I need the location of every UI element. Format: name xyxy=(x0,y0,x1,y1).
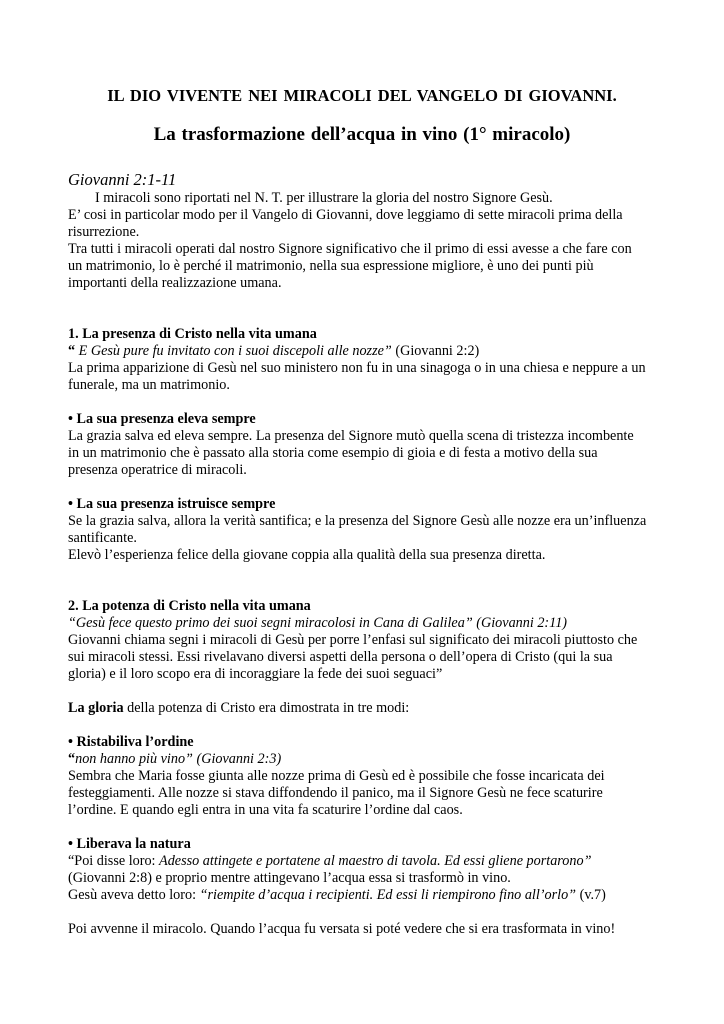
page-title: IL DIO VIVENTE NEI MIRACOLI DEL VANGELO DI GIOVANNI. xyxy=(107,86,617,105)
gloria-rest: della potenza di Cristo era dimostrata in tre modi: xyxy=(123,700,410,716)
page-subtitle: La trasformazione dell’acqua in vino (1° miracolo) xyxy=(153,124,571,145)
bullet-eleva-text: La grazia salva ed eleva sempre. La presenza del Signore mutò quella scena di tristezza incombente in un matrimonio che è passato alla storia come esempio di gioia e di festa a motivo della sua presenza operatrice di miracoli. xyxy=(68,428,634,478)
natura-line-1-quote: Adesso attingete e portatene al maestro di tavola. Ed essi gliene portarono” xyxy=(159,853,592,869)
bullet-istruisce-text-2: Elevò l’esperienza felice della giovane coppia alla qualità della sua presenza diretta. xyxy=(68,547,546,563)
bullet-eleva-heading: • La sua presenza eleva sempre xyxy=(68,411,256,427)
gloria-line xyxy=(68,700,648,717)
section-2-quote: “Gesù fece questo primo dei suoi segni miracolosi in Cana di Galilea” (Giovanni 2:11) xyxy=(68,615,568,631)
bullet-natura-heading: • Liberava la natura xyxy=(68,836,191,852)
document-body xyxy=(68,170,648,938)
intro-paragraph-3: Tra tutti i miracoli operati dal nostro Signore significativo che il primo di essi avesse a che fare con un matrimonio, lo è perché il matrimonio, nella sua espressione migliore, è uno dei punti più importanti della realizzazione umana. xyxy=(68,241,632,291)
scripture-reference: Giovanni 2:1-11 xyxy=(68,170,177,189)
natura-line-3-quote: “riempite d’acqua i recipienti. Ed essi li riempirono fino all’orlo” xyxy=(199,887,577,903)
section-1-heading: 1. La presenza di Cristo nella vita umana xyxy=(68,326,317,342)
intro-paragraph-2: E’ cosi in particolar modo per il Vangelo di Giovanni, dove leggiamo di sette miracoli prima della risurrezione. xyxy=(68,207,623,240)
bullet-ordine-quote: non hanno più vino” (Giovanni 2:3) xyxy=(75,751,282,767)
section-1-quote-line xyxy=(68,343,648,360)
natura-line-3-ref: (v.7) xyxy=(576,887,606,903)
bullet-ordine-heading: • Ristabiliva l’ordine xyxy=(68,734,194,750)
quote-open-mark: “ xyxy=(68,751,76,767)
final-paragraph: Poi avvenne il miracolo. Quando l’acqua fu versata si poté vedere che si era trasformata in vino! xyxy=(68,921,616,937)
bullet-istruisce-text-1: Se la grazia salva, allora la verità santifica; e la presenza del Signore Gesù alle nozze era un’influenza santificante. xyxy=(68,513,647,546)
bullet-natura-line-3 xyxy=(68,887,648,904)
bullet-ordine-text: Sembra che Maria fosse giunta alle nozze prima di Gesù ed è possibile che fosse incaricata dei festeggiamenti. Alle nozze si stava diffondendo il panico, ma il Signore Gesù ne fece scaturire l’ordine. E quando egli entra in una vita fa scaturire l’ordine dal caos. xyxy=(68,768,605,818)
bullet-natura-line-2: (Giovanni 2:8) e proprio mentre attingevano l’acqua essa si trasformò in vino. xyxy=(68,870,511,886)
bullet-natura-line-1 xyxy=(68,853,648,870)
section-1-quote: E Gesù pure fu invitato con i suoi discepoli alle nozze” xyxy=(78,343,392,359)
section-2-heading: 2. La potenza di Cristo nella vita umana xyxy=(68,598,311,614)
section-2-text: Giovanni chiama segni i miracoli di Gesù per porre l’enfasi sul significato dei miracoli piuttosto che sui miracoli stessi. Essi rivelavano diversi aspetti della persona o dell’opera di Cristo (qui la sua gloria) e il loro scopo era di incoraggiare la fede dei suoi seguaci” xyxy=(68,632,638,682)
intro-paragraph-1: I miracoli sono riportati nel N. T. per illustrare la gloria del nostro Signore Gesù. xyxy=(95,190,553,206)
quote-open-mark: “ xyxy=(68,343,79,359)
natura-line-1-lead: “Poi disse loro: xyxy=(68,853,160,869)
bullet-ordine-quote-line xyxy=(68,751,648,768)
gloria-bold: La gloria xyxy=(68,700,124,716)
section-1-text: La prima apparizione di Gesù nel suo ministero non fu in una sinagoga o in una chiesa e neppure a un funerale, ma un matrimonio. xyxy=(68,360,646,393)
natura-line-3-lead: Gesù aveva detto loro: xyxy=(68,887,200,903)
section-1-quote-ref: (Giovanni 2:2) xyxy=(391,343,480,359)
bullet-istruisce-heading: • La sua presenza istruisce sempre xyxy=(68,496,276,512)
